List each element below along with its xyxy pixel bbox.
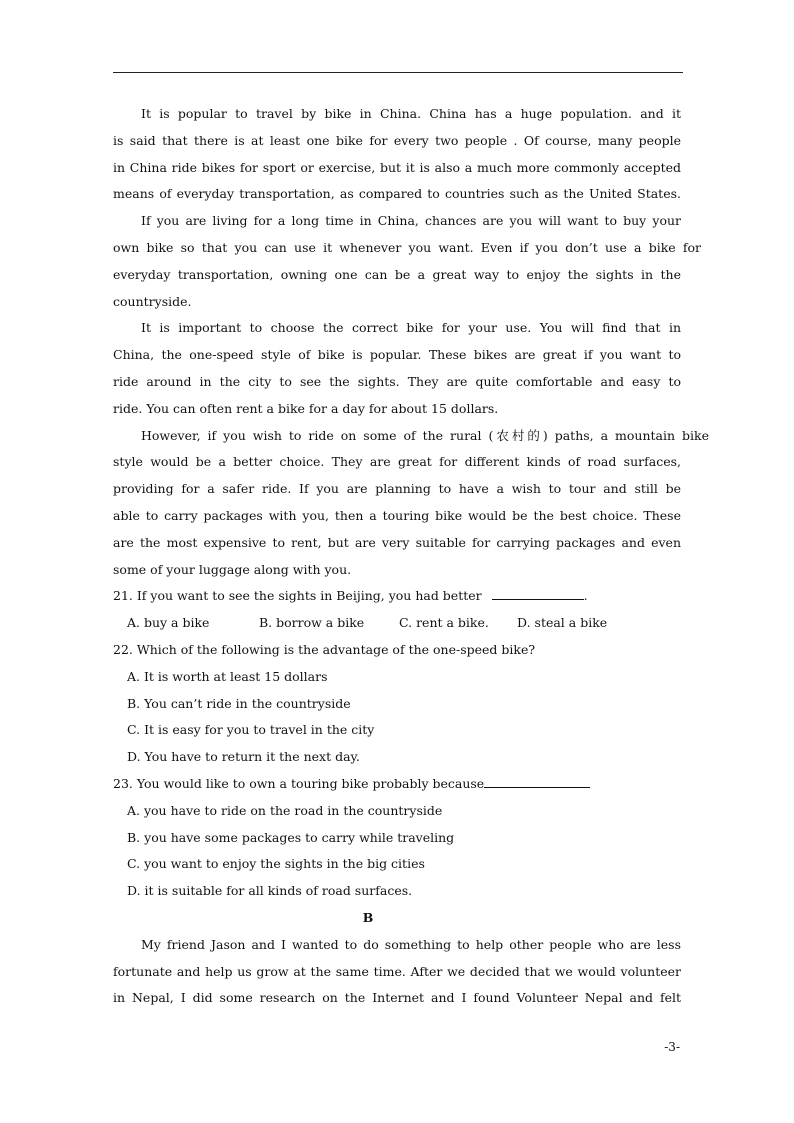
option-22-c: C. It is easy for you to travel in the city (127, 722, 375, 738)
section-b-p1-line1: My friend Jason and I wanted to do something to help other people who are less (141, 936, 681, 952)
option-21-a: A. buy a bike (127, 615, 210, 631)
passage-a-p2-line4: countryside. (113, 293, 192, 309)
question-21 (113, 583, 709, 610)
question-23 (113, 771, 709, 798)
header-rule (113, 72, 683, 73)
page-number: -3- (664, 1040, 680, 1054)
section-b-heading: B (362, 909, 374, 925)
passage-a-p4-line2: style would be a better choice. They are great for different kinds of road surfaces, (113, 454, 681, 470)
passage-a-p3-line3: ride around in the city to see the sights. They are quite comfortable and easy to (113, 373, 681, 389)
document-body (113, 101, 709, 1012)
section-b-p1-line2: fortunate and help us grow at the same time. After we decided that we would volunteer (113, 963, 681, 979)
answer-blank-23 (484, 773, 590, 788)
passage-a-p2-line3: everyday transportation, owning one can be a great way to enjoy the sights in the (113, 266, 681, 282)
question-21-stem: 21. If you want to see the sights in Beijing, you had better (113, 588, 482, 604)
option-23-d: D. it is suitable for all kinds of road surfaces. (127, 883, 413, 899)
option-22-d: D. You have to return it the next day. (127, 749, 360, 765)
question-23-stem: 23. You would like to own a touring bike probably because (113, 775, 485, 791)
passage-a-p3-line2: China, the one-speed style of bike is popular. These bikes are great if you want to (113, 347, 681, 363)
passage-a-p4-line1: However, if you wish to ride on some of the rural (农村的) paths, a mountain bike (141, 427, 709, 443)
passage-a-p4-line4: able to carry packages with you, then a touring bike would be the best choice. These (113, 507, 681, 523)
option-23-a: A. you have to ride on the road in the countryside (127, 802, 443, 818)
question-21-options (113, 610, 709, 637)
passage-a-p4-line6: some of your luggage along with you. (113, 561, 352, 577)
passage-a-p4-line5: are the most expensive to rent, but are very suitable for carrying packages and even (113, 534, 681, 550)
option-23-b: B. you have some packages to carry while traveling (127, 829, 455, 845)
passage-a-p3-line4: ride. You can often rent a bike for a day for about 15 dollars. (113, 400, 499, 416)
question-22-stem: 22. Which of the following is the advantage of the one-speed bike? (113, 641, 536, 657)
option-21-c: C. rent a bike. (399, 615, 489, 631)
passage-a-p1-line4: means of everyday transportation, as compared to countries such as the United States. (113, 186, 681, 202)
option-22-b: B. You can’t ride in the countryside (127, 695, 351, 711)
option-23-c: C. you want to enjoy the sights in the big cities (127, 856, 425, 872)
passage-a-p2-line1: If you are living for a long time in China, chances are you will want to buy your (141, 213, 681, 229)
option-22-a: A. It is worth at least 15 dollars (127, 668, 328, 684)
passage-a-p1-line2: is said that there is at least one bike for every two people . Of course, many people (113, 132, 681, 148)
passage-a-p3-line1: It is important to choose the correct bike for your use. You will find that in (141, 320, 681, 336)
option-21-d: D. steal a bike (517, 615, 608, 631)
passage-a-p2-line2: own bike so that you can use it whenever you want. Even if you don’t use a bike for (113, 239, 701, 255)
answer-blank-21 (492, 585, 584, 600)
passage-a-p4-line3: providing for a safer ride. If you are planning to have a wish to tour and still be (113, 481, 681, 497)
passage-a-p1-line3: in China ride bikes for sport or exercise, but it is also a much more commonly accepted (113, 159, 681, 175)
section-b-p1-line3: in Nepal, I did some research on the Internet and I found Volunteer Nepal and felt (113, 990, 681, 1006)
option-21-b: B. borrow a bike (259, 615, 365, 631)
passage-a-p1-line1: It is popular to travel by bike in China. China has a huge population. and it (141, 106, 681, 121)
question-21-end: . (583, 588, 588, 604)
